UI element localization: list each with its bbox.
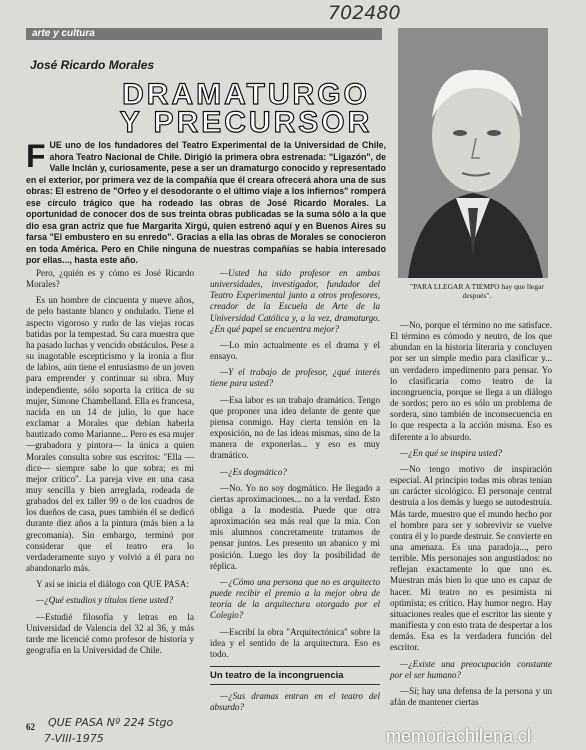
- paragraph: —No. Yo no soy dogmático. He llegado a ciertas aproximaciones... no a la verdad. Esto obliga a la modestia. Puede que otra aproximación sea más real que la mía. Con mis alumnos concretamente tratamos de pensar juntos. Les presento un abanico y mi posición. Luego les doy la posibilidad de réplica.: [210, 482, 380, 571]
- paragraph: —Escribí la obra "Arquitectónica" sobre la idea y el sentido de la arquitectura. Eso es todo.: [210, 626, 380, 659]
- paragraph: —¿Sus dramas entran en el teatro del absurdo?: [210, 691, 380, 713]
- photo-caption: "PARA LLEGAR A TIEMPO hay que llegar después".: [410, 282, 544, 300]
- intro-text: UE uno de los fundadores del Teatro Experimental de la Universidad de Chile, ahora Teatro Nacional de Chile. Dirigió la primera obra estrenada: "Ligazón", de Valle Inclán y, curiosamente, pese a ser un dramaturgo conocido y representado en el exterior, por primera vez de la compañía que él creara ofrecerá ahora una de sus obras: El estreno de "Orfeo y el desodorante o el último viaje a los infiernos" romperá ese círculo trágico que ha rodeado las obras de José Ricardo Morales. La oportunidad de conocer dos de sus treinta obras publicadas se la suma sólo a la que dio esa gran actriz que fue Margarita Xirgú, quien estrenó aquí y en Buenos Aires su farsa "El embustero en su enredo". Gracias a ella las obras de Morales se conocieron en toda América. Pero en Chile ninguna de nuestras compañías se había interesado por ellas..., hasta este año.: [26, 140, 386, 265]
- paragraph: Es un hombre de cincuenta y nueve años, de pelo bastante blanco y ondulado. Tiene el aspecto vigoroso y rudo de las viejas rocas batidas por la tempestad. Su cara muestra que ha pasado luchas y vencido obstáculos. Pese a su inagotable escepticismo y la ironía a flor de labios, aún tiene el entusiasmo de un joven para emprender y continuar su obra. Muy independiente, sólo soporta la crítica de su mujer, Simone Chambelland. Ella es francesa, nacida en un 14 de julio, lo que hace exclamar a Morales que debían haberla bautizado como Marianne... Pero es esa mujer —grabadora y pintora— la única a quien Morales consulta sobre sus escritos: "Ella —dice— siempre sabe lo que sobra; es mi mejor crítico". La pareja vive en una casa muy sencilla y bien arreglada, rodeada de grabados del ex taller 99 o de los cuadros de los dueños de casa, pues también él se dedicó durante diez años a la pintura (más bien a la grecomanía). Sin embargo, terminó por considerar que el teatro era lo verdaderamente suyo y volvió a él para no abandonarlo más.: [26, 295, 194, 574]
- handwritten-date-note: 7-VIII-1975: [44, 732, 104, 745]
- paragraph: —¿Existe una preocupación constante por el ser humano?: [390, 658, 552, 680]
- paragraph: —¿Qué estudios y títulos tiene usted?: [36, 595, 174, 606]
- paragraph: Y así se inicia el diálogo con QUE PASA:: [36, 579, 189, 590]
- page-number: 62: [26, 722, 35, 732]
- column-2-body: [210, 268, 380, 660]
- paragraph: Pero, ¿quién es y cómo es José Ricardo Morales?: [26, 268, 194, 290]
- paragraph: —No tengo motivo de inspiración especial. Al principio todas mis obras tenían un carácter sicológico. El personaje central destruía a los demás y luego se autodestruía. Más tarde, muestro que el mundo hecho por el hombre para ser y sobrevivir se vuelve contra él y lo puede destruir. Se convierte en una amenaza. Es una paradoja..., pero terrible. Mis personajes son angustiados: no reflejan exactamente lo que uno es. Muestran más bien lo que uno es capaz de hacer. Mi teatro no es pesimista ni optimista; es crítico. Hay humor negro. Hay situaciones reales que el escritor las siente y manifiesta y con esto trata de despertar a los demás. Esa es la verdadera función del escritor.: [390, 463, 552, 653]
- paragraph: —¿Es dogmático?: [220, 466, 287, 477]
- headline-line-2: Y PRECURSOR: [119, 106, 373, 139]
- section-label: arte y cultura: [32, 28, 95, 39]
- column-2-after: [210, 691, 380, 713]
- paragraph: —Usted ha sido profesor en ambas universidades, investigador, fundador del Teatro Experimental junto a otros profesores, creador de la Escuela de Arte de la Universidad Católica y, a la vez, dramaturgo. ¿En qué papel se encuentra mejor?: [210, 268, 380, 334]
- paragraph: —Estudié filosofía y letras en la Universidad de Valencia del 32 al 36, y más tarde me licencié como profesor de historia y geografía en la Universidad de Chile.: [26, 611, 194, 655]
- watermark: memoriachilena.cl: [386, 726, 532, 746]
- column-2: [210, 268, 380, 718]
- paragraph: —Sí; hay una defensa de la persona y un afán de mantener ciertas: [390, 685, 552, 707]
- author-name: José Ricardo Morales: [30, 58, 155, 72]
- paragraph: —¿En qué se inspira usted?: [400, 447, 503, 458]
- paragraph: —Lo mío actualmente es el drama y el ensayo.: [210, 339, 380, 362]
- column-1: [26, 268, 194, 661]
- paragraph: —Y el trabajo de profesor, ¿qué interés tiene para usted?: [210, 367, 380, 389]
- drop-cap: F: [26, 138, 46, 174]
- paragraph: —¿Cómo una persona que no es arquitecto puede recibir el premio a la mejor obra de teoría de la arquitectura otorgado por el Colegio?: [210, 576, 380, 621]
- section-bar: [26, 28, 382, 40]
- paragraph: —No, porque el término no me satisface. El término es cómodo y neutro, de los que abundan en la historia literaria y concluyen por ser un simple medio para clasificar y... un verdadero impedimento para pensar. Yo lo clasificaría como teatro de la incongruencia, porque se llega a un diálogo de sordos; pero no es sólo un problema de sordera, sino también de inconsecuencia en lo que respecta a la acción misma. Eso es diferente a lo absurdo.: [390, 320, 552, 442]
- paragraph: —Esa labor es un trabajo dramático. Tengo que proponer una idea delante de gente que piensa conmigo. Hay cierta tensión en la exposición, no de las ideas mismas, sino de la manera de exponerlas... y eso es muy dramático.: [210, 394, 380, 461]
- handwritten-source-note: QUE PASA Nº 224 Stgo: [48, 716, 174, 729]
- portrait-photo: [398, 28, 548, 278]
- handwritten-archive-number: 702480: [328, 2, 401, 24]
- intro-paragraph: [26, 140, 386, 267]
- portrait-illustration: [398, 28, 548, 278]
- column-3: [390, 320, 552, 713]
- subheading: Un teatro de la incongruencia: [210, 666, 380, 685]
- headline-line-1: DRAMATURGO: [122, 78, 370, 111]
